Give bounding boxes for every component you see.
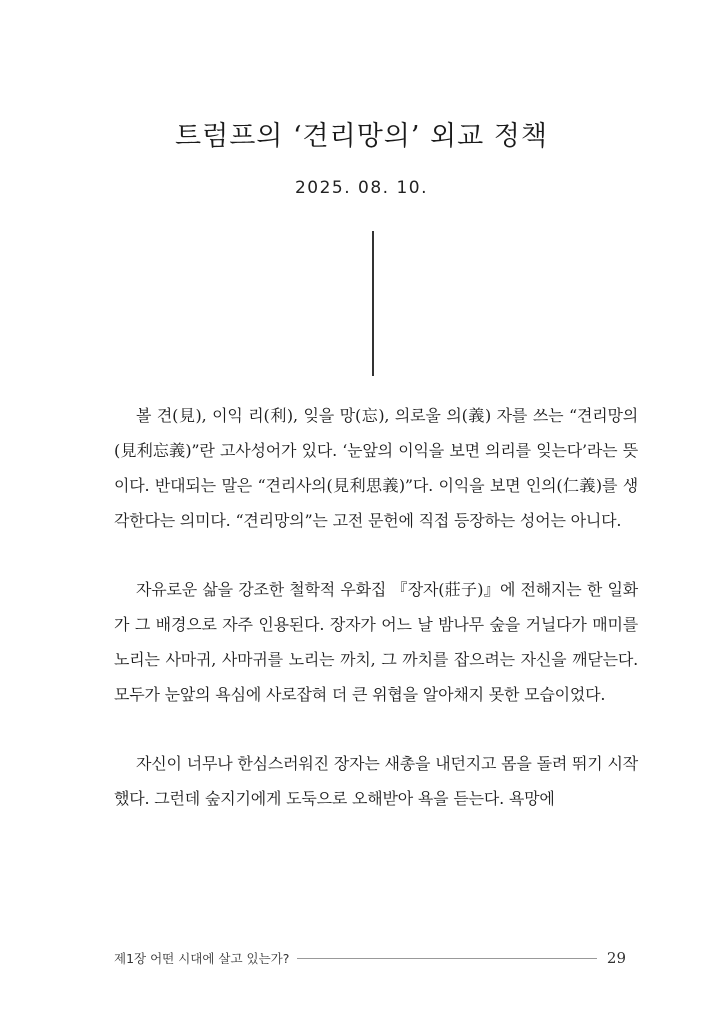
article-body	[114, 398, 638, 850]
paragraph-2: 자유로운 삶을 강조한 철학적 우화집 『장자(莊子)』에 전해지는 한 일화가 그 배경으로 자주 인용된다. 장자가 어느 날 밤나무 숲을 거닐다가 매미를 노리는 사마귀, 사마귀를 노리는 까치, 그 까치를 잡으려는 자신을 깨닫는다. 모두가 눈앞의 욕심에 사로잡혀 더 큰 위협을 알아채지 못한 모습이었다.	[114, 580, 638, 704]
paragraph-1: 볼 견(見), 이익 리(利), 잊을 망(忘), 의로울 의(義) 자를 쓰는 “견리망의(見利忘義)”란 고사성어가 있다. ‘눈앞의 이익을 보면 의리를 잊는다’라는 뜻이다. 반대되는 말은 “견리사의(見利思義)”다. 이익을 보면 인의(仁義)를 생각한다는 의미다. “견리망의”는 고전 문헌에 직접 등장하는 성어는 아니다.	[114, 406, 638, 530]
page-number: 29	[606, 949, 626, 967]
chapter-title: 제1장 어떤 시대에 살고 있는가?	[114, 951, 290, 966]
article-date: 2025. 08. 10.	[294, 178, 429, 198]
page-footer	[114, 946, 626, 970]
footer-rule	[297, 958, 597, 959]
article-title: 트럼프의 ‘견리망의’ 외교 정책	[175, 121, 548, 152]
paragraph-3: 자신이 너무나 한심스러워진 장자는 새총을 내던지고 몸을 돌려 뛰기 시작했다. 그런데 숲지기에게 도둑으로 오해받아 욕을 듣는다. 욕망에	[114, 754, 638, 808]
vertical-divider	[372, 231, 374, 376]
